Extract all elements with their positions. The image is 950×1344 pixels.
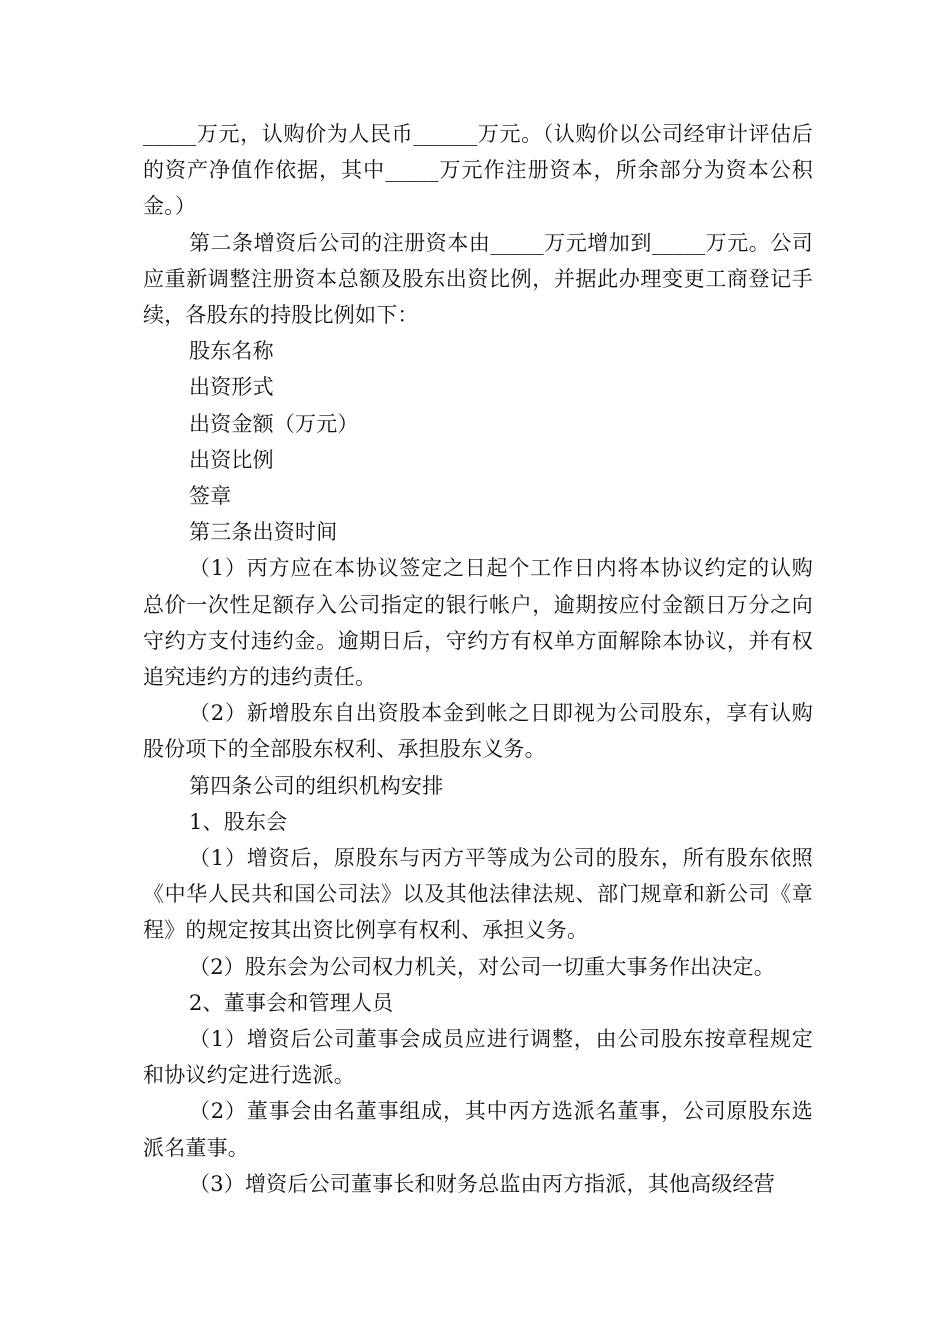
line-signature-seal: 签章	[189, 484, 232, 509]
line-contribution-ratio: 出资比例	[189, 447, 274, 472]
heading-article-3: 第三条出资时间	[189, 520, 338, 545]
subheading-shareholders-meeting: 1、股东会	[189, 809, 288, 834]
line-shareholder-name: 股东名称	[189, 339, 274, 364]
paragraph-board-item-3: （3）增资后公司董事长和财务总监由丙方指派，其他高级经营	[189, 1171, 775, 1196]
paragraph-board-item-2: （2）董事会由名董事组成，其中丙方选派名董事，公司原股东选派名董事。	[143, 1099, 813, 1160]
paragraph-article-3-item-1: （1）丙方应在本协议签定之日起个工作日内将本协议约定的认购总价一次性足额存入公司指定的银行帐户，逾期按应付金额日万分之向守约方支付违约金。逾期日后，守约方有权单方面解除本协议，并有权追究违约方的违约责任。	[143, 556, 813, 690]
paragraph-article-2: 第二条增资后公司的注册资本由_____万元增加到_____万元。公司应重新调整注册资本总额及股东出资比例，并据此办理变更工商登记手续，各股东的持股比例如下：	[143, 230, 813, 328]
heading-article-4: 第四条公司的组织机构安排	[189, 773, 444, 798]
paragraph-article-3-item-2: （2）新增股东自出资股本金到帐之日即视为公司股东，享有认购股份项下的全部股东权利、承担股东义务。	[143, 701, 813, 762]
line-contribution-form: 出资形式	[189, 375, 274, 400]
line-contribution-amount: 出资金额（万元）	[189, 411, 359, 436]
paragraph-board-item-1: （1）增资后公司董事会成员应进行调整，由公司股东按章程规定和协议约定进行选派。	[143, 1027, 813, 1088]
paragraph-shareholders-item-2: （2）股东会为公司权力机关，对公司一切重大事务作出决定。	[189, 954, 775, 979]
paragraph-shareholders-item-1: （1）增资后，原股东与丙方平等成为公司的股东，所有股东依照《中华人民共和国公司法》以及其他法律法规、部门规章和新公司《章程》的规定按其出资比例享有权利、承担义务。	[143, 846, 813, 943]
subheading-board-management: 2、董事会和管理人员	[189, 990, 394, 1015]
document-body	[143, 116, 813, 1202]
paragraph-subscription-price: _____万元，认购价为人民币______万元。（认购价以公司经审计评估后的资产净值作依据，其中_____万元作注册资本，所余部分为资本公积金。）	[143, 122, 813, 219]
